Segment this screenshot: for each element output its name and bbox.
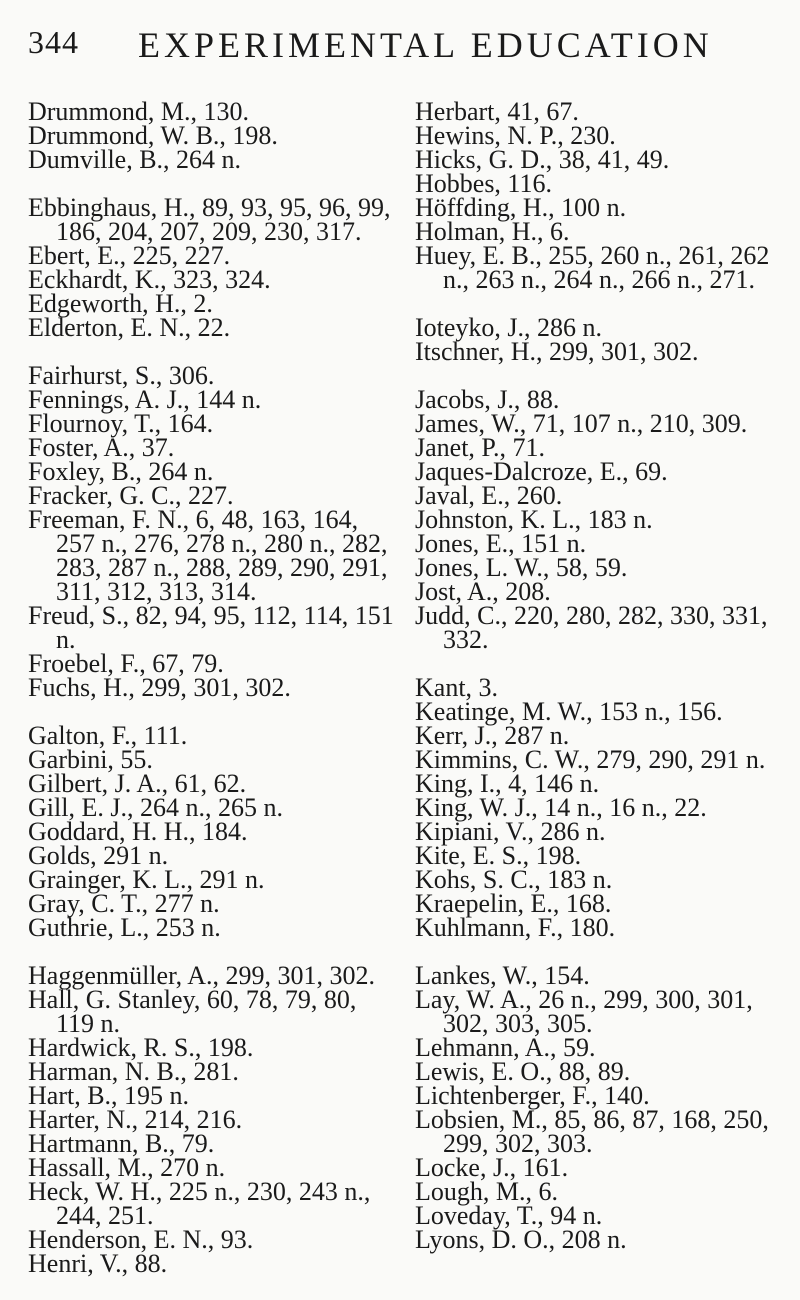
index-entry: Hicks, G. D., 38, 41, 49. (415, 145, 670, 174)
index-entry: Herbart, 41, 67. (415, 97, 579, 126)
page-number: 344 (28, 24, 79, 60)
index-entry: Grainger, K. L., 291 n. (28, 865, 265, 894)
index-entry: Jaques-Dalcroze, E., 69. (415, 457, 668, 486)
index-entry: Kite, E. S., 198. (415, 841, 582, 870)
index-entry: Holman, H., 6. (415, 217, 570, 246)
index-entry: Hall, G. Stanley, 60, 78, 79, 80, 119 n. (28, 985, 357, 1038)
index-entry: Hartmann, B., 79. (28, 1129, 215, 1158)
index-entry: Eckhardt, K., 323, 324. (28, 265, 271, 294)
index-entry: Lough, M., 6. (415, 1177, 558, 1206)
index-entry: Hart, B., 195 n. (28, 1081, 190, 1110)
index-entry: Jones, L. W., 58, 59. (415, 553, 628, 582)
index-letter-group (28, 193, 400, 342)
index-entry: Heck, W. H., 225 n., 230, 243 n., 244, 251. (28, 1177, 371, 1230)
index-entry: Freud, S., 82, 94, 95, 112, 114, 151 n. (28, 601, 394, 654)
index-entry: Freeman, F. N., 6, 48, 163, 164, 257 n., 276, 278 n., 280 n., 282, 283, 287 n., 288, 289, 290, 291, 311, 312, 313, 314. (28, 505, 388, 606)
index-column-left (28, 97, 400, 1278)
index-entry: Kimmins, C. W., 279, 290, 291 n. (415, 745, 766, 774)
index-entry: Lyons, D. O., 208 n. (415, 1225, 627, 1254)
index-letter-group (415, 97, 787, 294)
index-entry: Lehmann, A., 59. (415, 1033, 596, 1062)
index-letter-group (28, 97, 400, 174)
index-entry: Foster, A., 37. (28, 433, 175, 462)
running-title: EXPERIMENTAL EDUCATION (138, 25, 713, 65)
index-entry: Höffding, H., 100 n. (415, 193, 627, 222)
index-entry: Ebert, E., 225, 227. (28, 241, 231, 270)
index-entry: Gill, E. J., 264 n., 265 n. (28, 793, 283, 822)
index-letter-group (415, 961, 787, 1254)
index-entry: Dumville, B., 264 n. (28, 145, 242, 174)
index-entry: Loveday, T., 94 n. (415, 1201, 603, 1230)
index-entry: Lichtenberger, F., 140. (415, 1081, 650, 1110)
index-entry: Lay, W. A., 26 n., 299, 300, 301, 302, 303, 305. (415, 985, 753, 1038)
index-entry: King, W. J., 14 n., 16 n., 22. (415, 793, 707, 822)
index-entry: Harter, N., 214, 216. (28, 1105, 243, 1134)
index-entry: Guthrie, L., 253 n. (28, 913, 221, 942)
index-entry: Goddard, H. H., 184. (28, 817, 248, 846)
index-entry: Froebel, F., 67, 79. (28, 649, 224, 678)
index-entry: Jost, A., 208. (415, 577, 551, 606)
index-entry: Keatinge, M. W., 153 n., 156. (415, 697, 723, 726)
index-entry: Drummond, M., 130. (28, 97, 249, 126)
index-entry: Kerr, J., 287 n. (415, 721, 570, 750)
index-entry: Kipiani, V., 286 n. (415, 817, 606, 846)
index-entry: Ebbinghaus, H., 89, 93, 95, 96, 99, 186, 204, 207, 209, 230, 317. (28, 193, 391, 246)
index-entry: Jones, E., 151 n. (415, 529, 587, 558)
index-entry: Gilbert, J. A., 61, 62. (28, 769, 247, 798)
index-entry: Fairhurst, S., 306. (28, 361, 215, 390)
index-entry: Kraepelin, E., 168. (415, 889, 612, 918)
index-entry: Henderson, E. N., 93. (28, 1225, 254, 1254)
index-column-right (415, 97, 787, 1254)
index-entry: Hobbes, 116. (415, 169, 552, 198)
index-entry: Hewins, N. P., 230. (415, 121, 616, 150)
index-entry: Huey, E. B., 255, 260 n., 261, 262 n., 263 n., 264 n., 266 n., 271. (415, 241, 770, 294)
index-entry: James, W., 71, 107 n., 210, 309. (415, 409, 748, 438)
index-entry: Fracker, G. C., 227. (28, 481, 234, 510)
index-entry: Hardwick, R. S., 198. (28, 1033, 254, 1062)
index-entry: Harman, N. B., 281. (28, 1057, 239, 1086)
index-entry: Galton, F., 111. (28, 721, 188, 750)
index-letter-group (415, 313, 787, 366)
index-entry: Jacobs, J., 88. (415, 385, 560, 414)
index-letter-group (28, 361, 400, 702)
page-header (28, 20, 778, 80)
index-entry: Janet, P., 71. (415, 433, 545, 462)
index-entry: Elderton, E. N., 22. (28, 313, 231, 342)
index-entry: Kant, 3. (415, 673, 499, 702)
index-letter-group (415, 673, 787, 942)
index-entry: Javal, E., 260. (415, 481, 563, 510)
index-entry: Foxley, B., 264 n. (28, 457, 214, 486)
index-entry: Haggenmüller, A., 299, 301, 302. (28, 961, 376, 990)
index-letter-group (28, 961, 400, 1278)
index-letter-group (28, 721, 400, 942)
index-entry: Garbini, 55. (28, 745, 153, 774)
index-letter-group (415, 385, 787, 654)
index-entry: Kuhlmann, F., 180. (415, 913, 616, 942)
index-entry: Fuchs, H., 299, 301, 302. (28, 673, 291, 702)
index-entry: Lankes, W., 154. (415, 961, 590, 990)
index-entry: Drummond, W. B., 198. (28, 121, 278, 150)
index-entry: Ioteyko, J., 286 n. (415, 313, 603, 342)
index-entry: King, I., 4, 146 n. (415, 769, 600, 798)
index-entry: Fennings, A. J., 144 n. (28, 385, 262, 414)
index-entry: Lewis, E. O., 88, 89. (415, 1057, 631, 1086)
index-entry: Flournoy, T., 164. (28, 409, 214, 438)
index-entry: Edgeworth, H., 2. (28, 289, 213, 318)
index-entry: Lobsien, M., 85, 86, 87, 168, 250, 299, 302, 303. (415, 1105, 769, 1158)
index-entry: Hassall, M., 270 n. (28, 1153, 226, 1182)
index-entry: Judd, C., 220, 280, 282, 330, 331, 332. (415, 601, 768, 654)
index-entry: Kohs, S. C., 183 n. (415, 865, 613, 894)
index-entry: Itschner, H., 299, 301, 302. (415, 337, 699, 366)
index-entry: Golds, 291 n. (28, 841, 169, 870)
index-entry: Henri, V., 88. (28, 1249, 168, 1278)
index-entry: Gray, C. T., 277 n. (28, 889, 220, 918)
index-entry: Johnston, K. L., 183 n. (415, 505, 653, 534)
index-entry: Locke, J., 161. (415, 1153, 569, 1182)
